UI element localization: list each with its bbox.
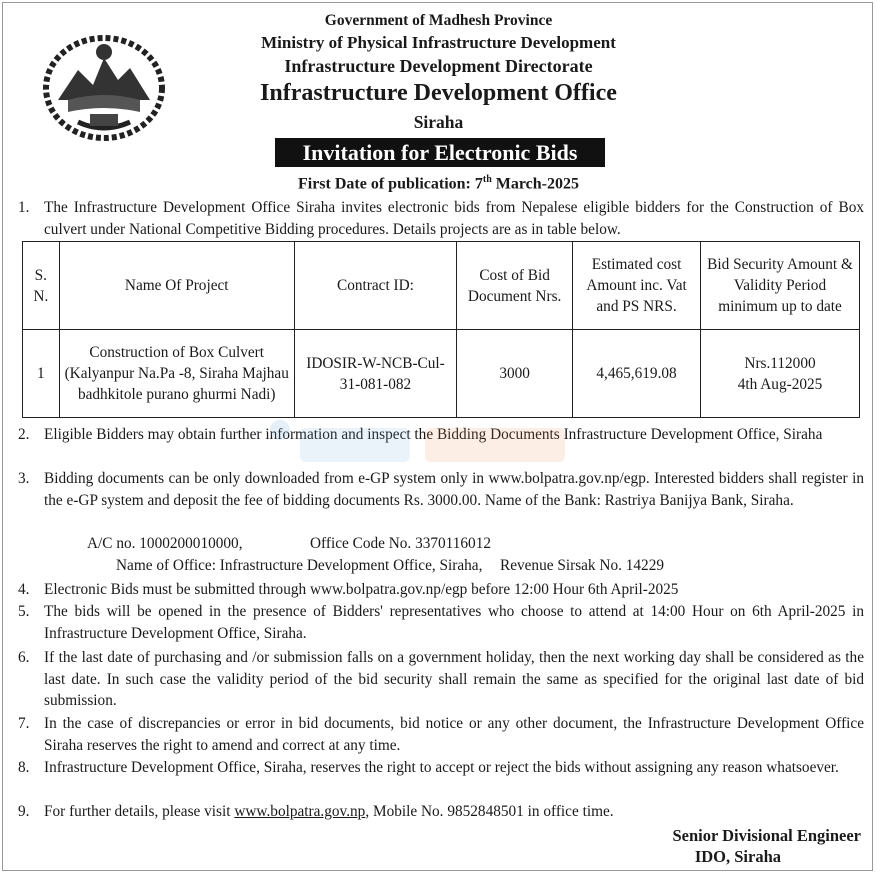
paragraph-8: 8. Infrastructure Development Office, Siraha, reserves the right to accept or reject the bids without assigning any reason whatsoever. bbox=[18, 759, 839, 776]
cell-contract-id: IDOSIR-W-NCB-Cul-31-081-082 bbox=[294, 330, 456, 418]
table-header-row bbox=[23, 242, 860, 330]
paragraph-6: 6. If the last date of purchasing and /or submission falls on a government holiday, then the next working day shall be considered as the last date. In such case the validity period of the bid security shall remain the same as specified for the original last date of bid submission. bbox=[18, 649, 864, 709]
header-project-name: Name Of Project bbox=[59, 242, 294, 330]
publication-date: First Date of publication: 7th March-2025 bbox=[297, 174, 580, 193]
bids-table bbox=[22, 241, 860, 418]
paragraph-4: 4. Electronic Bids must be submitted through www.bolpatra.gov.np/egp before 12:00 Hour 6th April-2025 bbox=[18, 581, 679, 598]
paragraph-9: 9. For further details, please visit www.bolpatra.gov.np, Mobile No. 9852848501 in office time. bbox=[18, 803, 614, 820]
cell-security bbox=[701, 330, 860, 418]
security-date: 4th Aug-2025 bbox=[737, 375, 823, 393]
cell-project-name: Construction of Box Culvert (Kalyanpur Na.Pa -8, Siraha Majhau badhkitole purano ghurmi Nadi) bbox=[59, 330, 294, 418]
paragraph-7: 7. In the case of discrepancies or error in bid documents, bid notice or any other document, the Infrastructure Development Office Siraha reserves the right to amend and correct at any time. bbox=[18, 715, 864, 754]
header-estimate: Estimated cost Amount inc. Vat and PS NRS. bbox=[573, 242, 701, 330]
cell-cost: 3000 bbox=[457, 330, 573, 418]
security-amount: Nrs.112000 bbox=[744, 354, 816, 372]
header-contract-id: Contract ID: bbox=[294, 242, 456, 330]
bank-account: A/C no. 1000200010000, bbox=[87, 535, 243, 552]
header-ministry: Ministry of Physical Infrastructure Development bbox=[261, 33, 616, 52]
paragraph-3: 3. Bidding documents can be only downloaded from e-GP system only in www.bolpatra.gov.np/egp. Interested bidders shall register in the e-GP system and deposit the fee of bidding documents Rs. 3000.00. Name of the Bank: Rastriya Banijya Bank, Siraha. bbox=[18, 470, 864, 509]
paragraph-5: 5. The bids will be opened in the presence of Bidders' representatives who choose to attend at 14:00 Hour on 6th April-2025 in Infrastructure Development Office, Siraha. bbox=[18, 603, 864, 642]
office-code: Office Code No. 3370116012 bbox=[310, 535, 491, 552]
header-sn: S. N. bbox=[23, 242, 60, 330]
notice-banner: Invitation for Electronic Bids bbox=[275, 138, 605, 167]
bolpatra-link[interactable]: www.bolpatra.gov.np bbox=[234, 803, 366, 820]
signatory-office: IDO, Siraha bbox=[694, 847, 781, 866]
paragraph-2: 2. Eligible Bidders may obtain further information and inspect the Bidding Documents Infrastructure Development Office, Siraha bbox=[18, 426, 823, 443]
header-cost: Cost of Bid Document Nrs. bbox=[457, 242, 573, 330]
office-name: Name of Office: Infrastructure Development Office, Siraha, bbox=[116, 557, 483, 574]
header-directorate: Infrastructure Development Directorate bbox=[284, 56, 593, 76]
cell-estimate: 4,465,619.08 bbox=[573, 330, 701, 418]
header-office: Infrastructure Development Office bbox=[260, 80, 617, 106]
paragraph-1: 1. The Infrastructure Development Office Siraha invites electronic bids from Nepalese eligible bidders for the Construction of Box culvert under National Competitive Bidding procedures. Details projects are as in table below. bbox=[18, 199, 864, 238]
signatory-title: Senior Divisional Engineer bbox=[672, 826, 861, 845]
cell-sn: 1 bbox=[23, 330, 60, 418]
header-security: Bid Security Amount & Validity Period minimum up to date bbox=[701, 242, 860, 330]
revenue-sirsak: Revenue Sirsak No. 14229 bbox=[500, 557, 664, 574]
table-row bbox=[23, 330, 860, 418]
header-location: Siraha bbox=[413, 112, 464, 132]
header-government: Government of Madhesh Province bbox=[324, 12, 553, 29]
